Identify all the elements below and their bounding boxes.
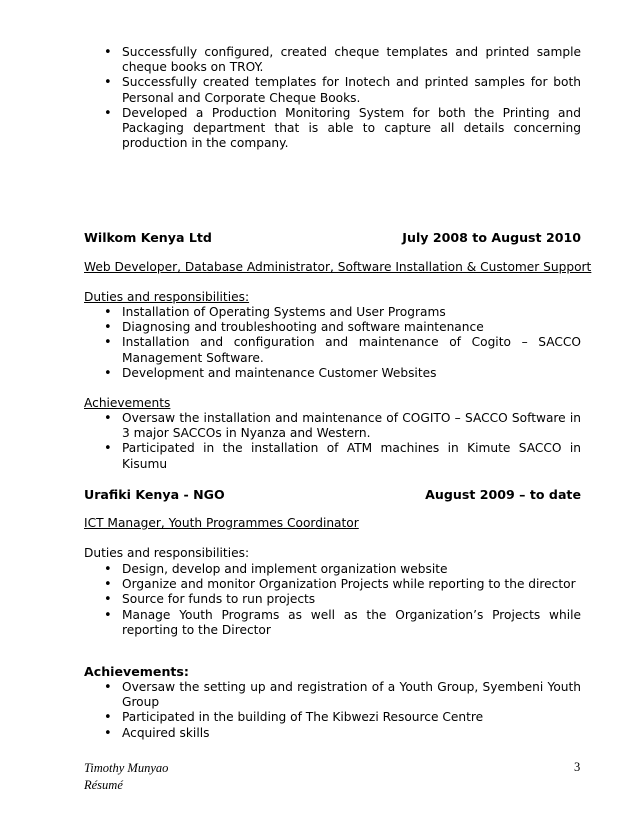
job1-role: Web Developer, Database Administrator, Software Installation & Customer Support (84, 260, 592, 274)
job2-role: ICT Manager, Youth Programmes Coordinator (84, 516, 359, 530)
job2-achievements-heading: Achievements: (84, 664, 189, 679)
job2-duties-list (84, 562, 581, 638)
list-item: • Oversaw the setting up and registration of a Youth Group, Syembeni Youth Group (84, 680, 581, 710)
page-number: 3 (574, 760, 581, 774)
list-item: • Development and maintenance Customer Websites (84, 366, 581, 381)
list-item: • Developed a Production Monitoring System for both the Printing and Packaging department that is able to capture all details concerning production in the company. (84, 106, 581, 152)
footer-doc-title: Résumé (84, 778, 123, 792)
job2-duties-heading: Duties and responsibilities: (84, 546, 250, 560)
job2-dates: August 2009 – to date (425, 487, 581, 502)
job1-duties-heading: Duties and responsibilities: (84, 290, 250, 304)
list-item: • Design, develop and implement organization website (84, 562, 581, 577)
job1-achievements-heading: Achievements (84, 396, 171, 410)
job1-heading (84, 230, 581, 245)
list-item: • Oversaw the installation and maintenance of COGITO – SACCO Software in 3 major SACCOs in Nyanza and Western. (84, 411, 581, 441)
job1-company: Wilkom Kenya Ltd (84, 230, 212, 245)
list-item: • Installation and configuration and maintenance of Cogito – SACCO Management Software. (84, 335, 581, 365)
job1-dates: July 2008 to August 2010 (402, 230, 581, 245)
list-item: • Participated in the installation of ATM machines in Kimute SACCO in Kisumu (84, 441, 581, 471)
job2-heading (84, 487, 581, 502)
footer-name: Timothy Munyao (84, 761, 169, 775)
list-item: • Organize and monitor Organization Projects while reporting to the director (84, 577, 581, 592)
job2-achievements-list (84, 680, 581, 741)
list-item: • Installation of Operating Systems and User Programs (84, 305, 581, 320)
job2-company: Urafiki Kenya - NGO (84, 487, 225, 502)
list-item: • Source for funds to run projects (84, 592, 581, 607)
list-item: • Diagnosing and troubleshooting and software maintenance (84, 320, 581, 335)
top-bullet-list (84, 45, 581, 151)
list-item: • Participated in the building of The Kibwezi Resource Centre (84, 710, 581, 725)
list-item: • Successfully configured, created cheque templates and printed sample cheque books on TROY. (84, 45, 581, 75)
list-item: • Acquired skills (84, 726, 581, 741)
job1-duties-list (84, 305, 581, 381)
footer (84, 760, 168, 794)
list-item: • Manage Youth Programs as well as the Organization’s Projects while reporting to the Director (84, 608, 581, 638)
job1-achievements-list (84, 411, 581, 472)
list-item: • Successfully created templates for Inotech and printed samples for both Personal and Corporate Cheque Books. (84, 75, 581, 105)
